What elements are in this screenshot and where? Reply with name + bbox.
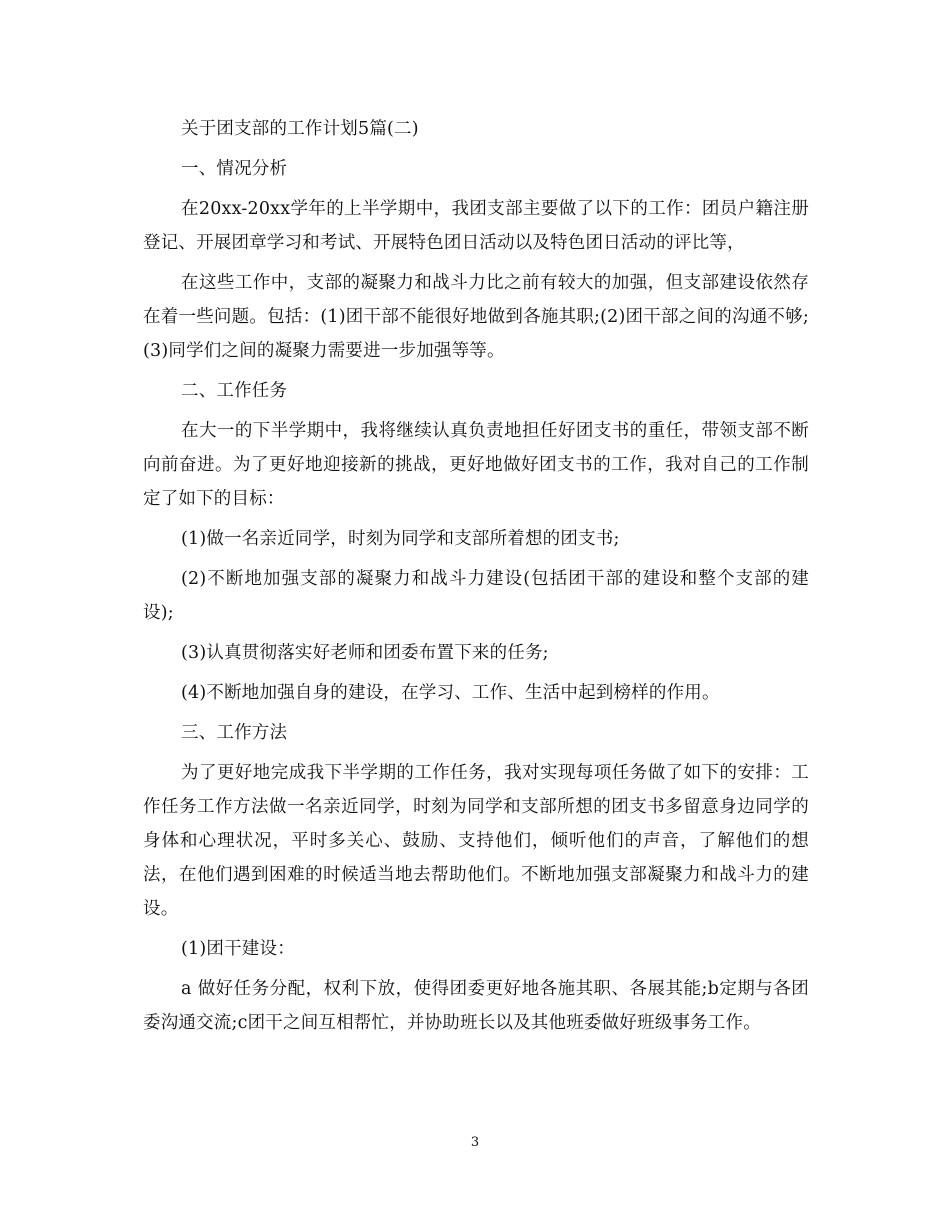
section-heading-situation-analysis: 一、情况分析 <box>181 159 288 179</box>
list-item: (1)团干建设： <box>181 939 295 959</box>
section-heading-work-methods: 三、工作方法 <box>181 723 288 743</box>
paragraph: a 做好任务分配，权利下放，使得团委更好地各施其职、各展其能;b定期与各团委沟通交流;c团干之间互相帮忙，并协助班长以及其他班委做好班级事务工作。 <box>143 979 809 1033</box>
paragraph: 为了更好地完成我下半学期的工作任务，我对实现每项任务做了如下的安排：工作任务工作方法做一名亲近同学，时刻为同学和支部所想的团支书多留意身边同学的身体和心理状况，平时多关心、鼓励、支持他们，倾听他们的声音，了解他们的想法，在他们遇到困难的时候适当地去帮助他们。不断地加强支部凝聚力和战斗力的建设。 <box>143 763 809 919</box>
paragraph: 在20xx-20xx学年的上半学期中，我团支部主要做了以下的工作：团员户籍注册登记、开展团章学习和考试、开展特色团日活动以及特色团日活动的评比等， <box>143 199 809 253</box>
list-item: (4)不断地加强自身的建设，在学习、工作、生活中起到榜样的作用。 <box>181 683 720 703</box>
list-item: (3)认真贯彻落实好老师和团委布置下来的任务; <box>181 643 549 663</box>
document-page <box>143 112 809 1046</box>
list-item: (2)不断地加强支部的凝聚力和战斗力建设(包括团干部的建设和整个支部的建设); <box>143 569 809 623</box>
page-number: 3 <box>470 1135 480 1150</box>
list-item: (1)做一名亲近同学，时刻为同学和支部所着想的团支书; <box>181 529 620 549</box>
paragraph: 在大一的下半学期中，我将继续认真负责地担任好团支书的重任，带领支部不断向前奋进。为了更好地迎接新的挑战，更好地做好团支书的工作，我对自己的工作制定了如下的目标： <box>143 421 809 509</box>
paragraph: 在这些工作中，支部的凝聚力和战斗力比之前有较大的加强，但支部建设依然存在着一些问题。包括：(1)团干部不能很好地做到各施其职;(2)团干部之间的沟通不够;(3)同学们之间的凝聚力需要进一步加强等等。 <box>143 273 809 361</box>
section-heading-work-tasks: 二、工作任务 <box>181 381 288 401</box>
document-title: 关于团支部的工作计划5篇(二) <box>181 119 419 139</box>
